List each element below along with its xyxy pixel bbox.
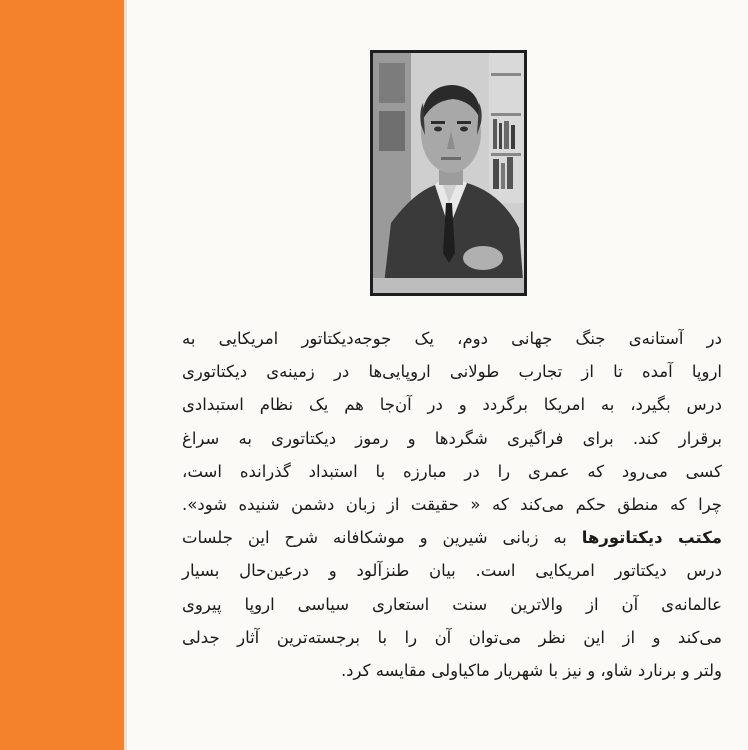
- blurb-line-text: به زبانی شیرین و موشکافانه شرح این جلسات: [182, 528, 567, 548]
- blurb-line: چرا که منطق حکم می‌کند که « حقیقت از زبان دشمن شنیده شود».: [182, 495, 722, 515]
- author-photo: [370, 50, 527, 296]
- blurb-line: ولتر و برنارد شاو، و نیز با شهریار ماکیاولی مقایسه کرد.: [340, 661, 722, 681]
- author-portrait-image: [373, 53, 524, 293]
- blurb-line: درس بگیرد، به امریکا برگردد و در آن‌جا هم یک نظام استبدادی: [182, 395, 722, 415]
- blurb-line: می‌کند و از این نظر می‌توان آن را با برجسته‌ترین آثار جدلی: [182, 627, 722, 647]
- blurb-line: عالمانه‌ی آن از والاترین سنت استعاری سیاسی اروپا پیروی: [182, 594, 722, 614]
- back-cover-blurb: [182, 322, 722, 687]
- blurb-line: اروپا آمده تا از تجارب طولانی اروپایی‌ها در زمینه‌ی دیکتاتوری: [182, 362, 722, 382]
- blurb-line: کسی می‌رود که عمری را در مبارزه با استبداد گذرانده است،: [182, 461, 722, 481]
- blurb-line: برقرار کند. برای فراگیری شگردها و رموز دیکتاتوری به سراغ: [182, 428, 722, 448]
- blurb-line-with-title: [182, 521, 722, 554]
- blurb-line: در آستانه‌ی جنگ جهانی دوم، یک جوجه‌دیکتاتور امریکایی به: [182, 329, 722, 348]
- blurb-line: درس دیکتاتور امریکایی است. بیان طنزآلود و درعین‌حال بسیار: [182, 561, 722, 581]
- book-spine-edge: [0, 0, 127, 750]
- book-title: مکتب دیکتاتورها: [581, 528, 722, 548]
